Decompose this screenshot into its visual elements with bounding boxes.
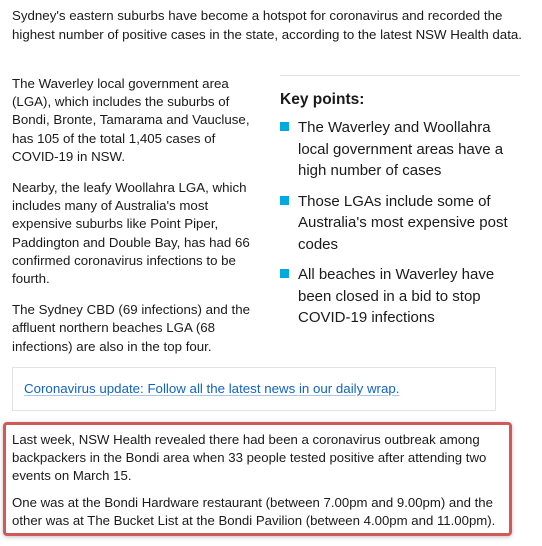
key-point-item [280, 264, 520, 329]
key-points-list [280, 117, 520, 329]
highlighted-section [3, 422, 512, 536]
article-left-column [12, 75, 262, 369]
square-bullet-icon [280, 122, 289, 131]
intro-paragraph: Sydney's eastern suburbs have become a hotspot for coronavirus and recorded the highest number of positive cases in the state, according to the latest NSW Health data. [12, 8, 522, 42]
key-point-text: Those LGAs include some of Australia's most expensive post codes [298, 192, 508, 253]
square-bullet-icon [280, 269, 289, 278]
paragraph-woollahra: Nearby, the leafy Woollahra LGA, which includes many of Australia's most expensive suburbs like Point Piper, Paddington and Double Bay, has had 66 confirmed coronavirus infections to be fourth. [12, 180, 250, 287]
key-point-item [280, 191, 520, 256]
key-point-text: The Waverley and Woollahra local government areas have a high number of cases [298, 119, 504, 179]
update-link-box [12, 367, 496, 411]
paragraph-venues: One was at the Bondi Hardware restaurant (between 7.00pm and 9.00pm) and the other was at The Bucket List at the Bondi Pavilion (between 4.00pm and 11.00pm). [12, 495, 496, 528]
key-point-text: All beaches in Waverley have been closed in a bid to stop COVID-19 infections [298, 266, 495, 326]
key-points-title: Key points: [280, 91, 365, 108]
coronavirus-update-link[interactable]: Coronavirus update: Follow all the latest news in our daily wrap. [24, 381, 400, 396]
paragraph-cbd: The Sydney CBD (69 infections) and the affluent northern beaches LGA (68 infections) are also in the top four. [12, 302, 250, 354]
square-bullet-icon [280, 196, 289, 205]
paragraph-waverley: The Waverley local government area (LGA), which includes the suburbs of Bondi, Bronte, Tamarama and Vaucluse, has 105 of the total 1,405 cases of COVID-19 in NSW. [12, 76, 250, 164]
paragraph-outbreak: Last week, NSW Health revealed there had been a coronavirus outbreak among backpackers in the Bondi area when 33 people tested positive after attending two events on March 15. [12, 432, 487, 483]
key-point-item [280, 117, 520, 182]
key-points-box [280, 75, 520, 338]
